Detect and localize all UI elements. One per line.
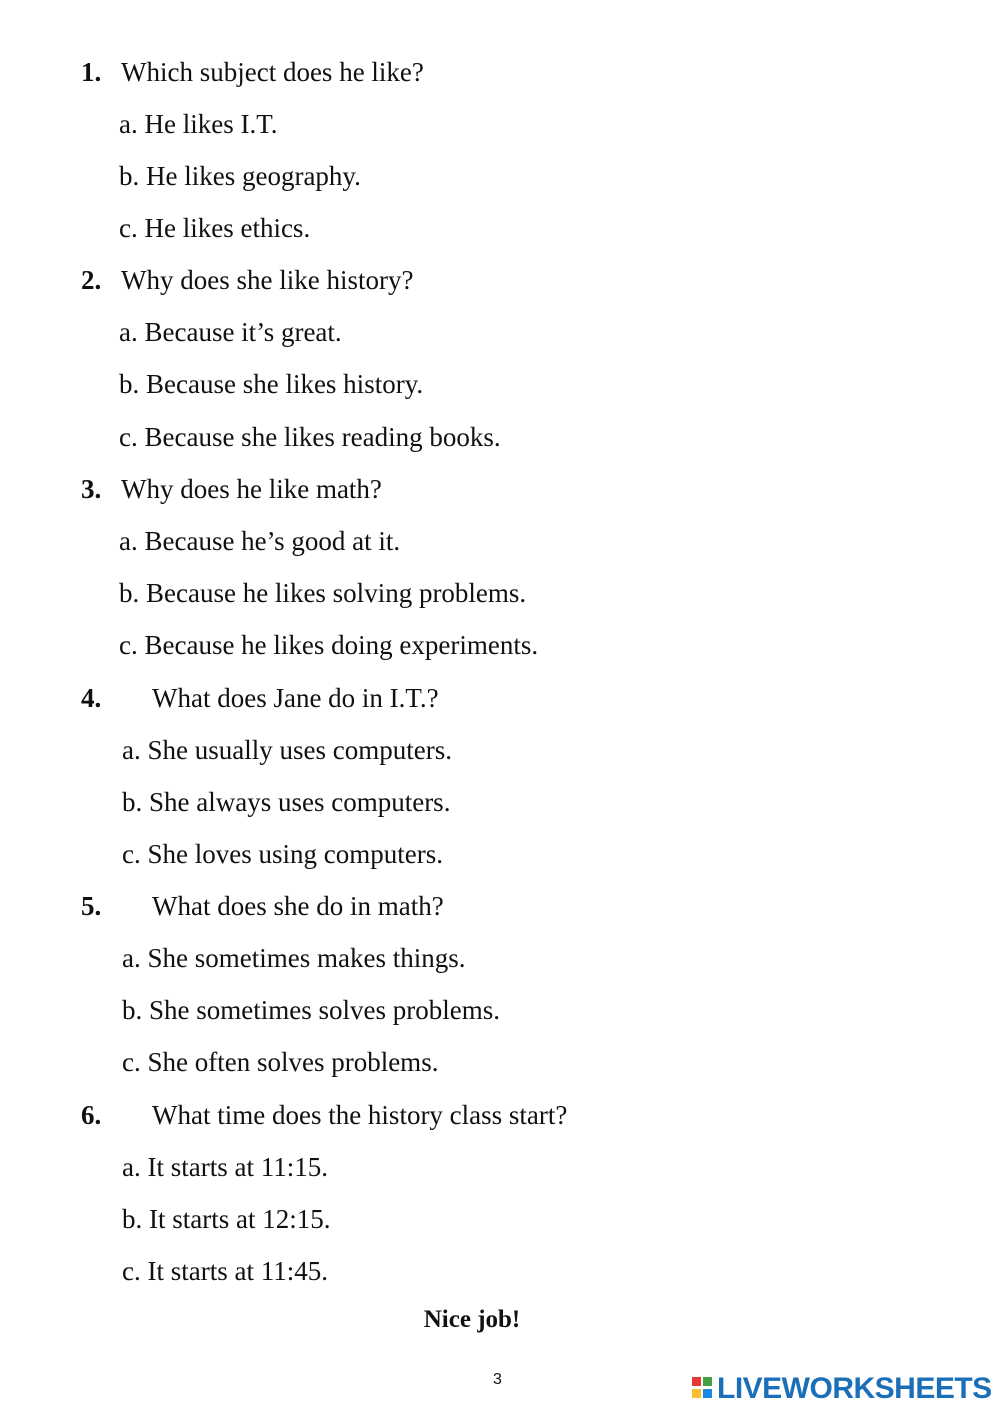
logo-square-green [703, 1377, 712, 1386]
closing-message: Nice job! [423, 1306, 521, 1333]
question-text: Which subject does he like? [121, 57, 424, 87]
answer-option[interactable]: b. It starts at 12:15. [122, 1204, 331, 1234]
answer-option[interactable]: c. He likes ethics. [119, 213, 311, 243]
answer-option[interactable]: c. She loves using computers. [122, 839, 443, 869]
answer-option[interactable]: c. It starts at 11:45. [122, 1256, 328, 1286]
answer-option[interactable]: b. She sometimes solves problems. [122, 995, 500, 1025]
liveworksheets-logo-icon [692, 1375, 714, 1403]
question-number: 2. [81, 265, 102, 295]
answer-option[interactable]: b. Because he likes solving problems. [119, 578, 527, 608]
question-text: Why does he like math? [121, 474, 382, 504]
answer-option[interactable]: a. Because it’s great. [119, 317, 342, 347]
question-number: 6. [81, 1100, 102, 1130]
question-number: 3. [81, 474, 102, 504]
answer-option[interactable]: a. He likes I.T. [119, 109, 278, 139]
answer-option[interactable]: a. She usually uses computers. [122, 735, 452, 765]
answer-option[interactable]: b. He likes geography. [119, 161, 361, 191]
page-number: 3 [493, 1371, 502, 1388]
question-number: 4. [81, 683, 102, 713]
question-text: Why does she like history? [121, 265, 414, 295]
answer-option[interactable]: c. She often solves problems. [122, 1047, 439, 1077]
answer-option[interactable]: c. Because he likes doing experiments. [119, 630, 539, 660]
answer-option[interactable]: c. Because she likes reading books. [119, 422, 501, 452]
question-number: 1. [81, 57, 102, 87]
answer-option[interactable]: a. It starts at 11:15. [122, 1152, 328, 1182]
answer-option[interactable]: b. Because she likes history. [119, 369, 424, 399]
answer-option[interactable]: b. She always uses computers. [122, 787, 451, 817]
question-text: What time does the history class start? [152, 1100, 568, 1130]
logo-square-yellow [692, 1389, 701, 1398]
question-text: What does she do in math? [152, 891, 444, 921]
brand-name: LIVEWORKSHEETS [717, 1372, 992, 1405]
answer-option[interactable]: a. Because he’s good at it. [119, 526, 401, 556]
question-text: What does Jane do in I.T.? [152, 683, 439, 713]
logo-square-blue [703, 1389, 712, 1398]
liveworksheets-brand[interactable] [692, 1373, 992, 1405]
question-number: 5. [81, 891, 102, 921]
logo-square-red [692, 1377, 701, 1386]
answer-option[interactable]: a. She sometimes makes things. [122, 943, 466, 973]
